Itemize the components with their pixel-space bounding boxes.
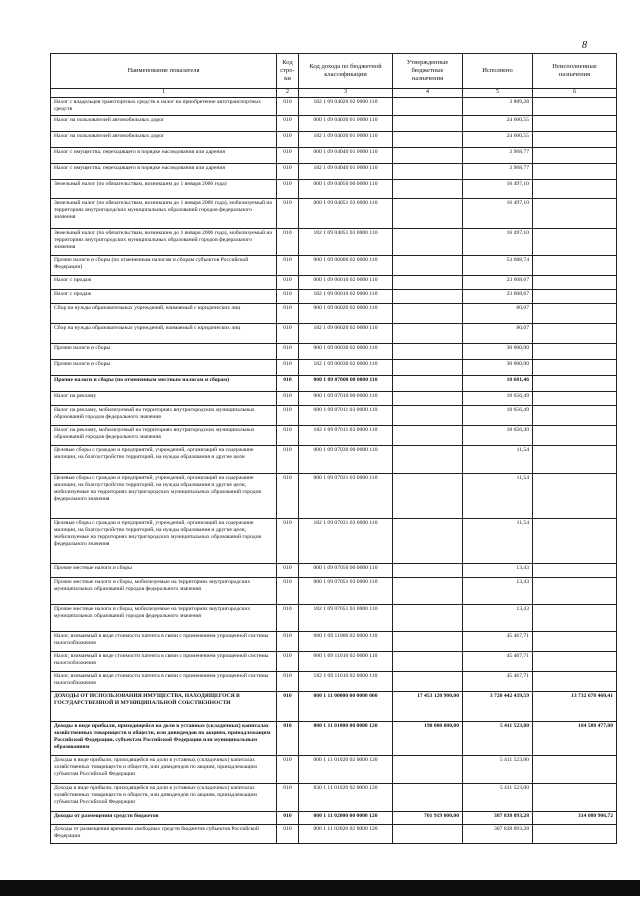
- row-line-code-cell: 010: [277, 474, 299, 519]
- row-income-code-cell: 000 1 11 01000 00 0000 120: [299, 722, 393, 756]
- row-unexecuted-cell: [533, 446, 617, 474]
- row-unexecuted-cell: [533, 324, 617, 344]
- row-income-code-cell: 000 1 09 06030 02 0000 110: [299, 344, 393, 360]
- row-unexecuted-cell: [533, 652, 617, 672]
- row-approved-cell: [393, 578, 463, 605]
- row-unexecuted-cell: [533, 290, 617, 304]
- row-approved-cell: [393, 632, 463, 652]
- row-approved-cell: [393, 229, 463, 256]
- row-approved-cell: [393, 426, 463, 446]
- page-number: 8: [582, 40, 587, 51]
- row-unexecuted-cell: [533, 132, 617, 148]
- row-line-code-cell: 010: [277, 180, 299, 199]
- row-line-code-cell: 010: [277, 116, 299, 132]
- row-executed-cell: 13,43: [463, 564, 533, 578]
- row-line-code-cell: 010: [277, 578, 299, 605]
- row-income-code-cell: 000 1 11 02020 02 0000 120: [299, 825, 393, 844]
- row-unexecuted-cell: 184 588 477,00: [533, 722, 617, 756]
- table-row: [51, 652, 617, 672]
- row-unexecuted-cell: [533, 344, 617, 360]
- row-unexecuted-cell: [533, 672, 617, 692]
- row-income-code-cell: 000 1 09 06010 02 0000 110: [299, 276, 393, 290]
- col-number: 2: [277, 89, 299, 98]
- row-name-cell: Прочие налоги и сборы (по отмененным налогам и сборам субъектов Российской Федерации): [51, 256, 277, 276]
- row-unexecuted-cell: [533, 578, 617, 605]
- table-row: [51, 672, 617, 692]
- table-row: [51, 825, 617, 844]
- row-approved-cell: [393, 825, 463, 844]
- table-row: [51, 256, 617, 276]
- row-unexecuted-cell: [533, 392, 617, 406]
- row-line-code-cell: 010: [277, 564, 299, 578]
- row-name-cell: Земельный налог (по обязательствам, возникшим до 1 января 2006 года), мобилизуемый на территориях внутригородских муниципальных образований городов федерального значения: [51, 229, 277, 256]
- col-number: 3: [299, 89, 393, 98]
- row-line-code-cell: 010: [277, 304, 299, 324]
- row-line-code-cell: 010: [277, 672, 299, 692]
- row-name-cell: Налог с имущества, переходящего в порядке наследования или дарения: [51, 148, 277, 164]
- row-approved-cell: [393, 605, 463, 632]
- row-executed-cell: 5 411 523,00: [463, 784, 533, 812]
- row-executed-cell: 16 497,10: [463, 180, 533, 199]
- col-number: 6: [533, 89, 617, 98]
- row-income-code-cell: 000 1 09 11010 02 0000 110: [299, 652, 393, 672]
- row-unexecuted-cell: [533, 360, 617, 376]
- row-executed-cell: 11,54: [463, 474, 533, 519]
- row-executed-cell: 13,43: [463, 605, 533, 632]
- row-income-code-cell: 182 1 09 04030 01 0000 110: [299, 132, 393, 148]
- row-income-code-cell: 182 1 09 04020 02 0000 110: [299, 98, 393, 116]
- table-row: [51, 519, 617, 564]
- row-name-cell: Сбор на нужды образовательных учреждений, взимаемый с юридических лиц: [51, 304, 277, 324]
- row-unexecuted-cell: [533, 116, 617, 132]
- row-unexecuted-cell: [533, 519, 617, 564]
- row-approved-cell: [393, 116, 463, 132]
- row-line-code-cell: 010: [277, 756, 299, 784]
- row-income-code-cell: 182 1 09 11010 02 0000 110: [299, 672, 393, 692]
- row-approved-cell: [393, 290, 463, 304]
- header-income-code: Код дохода по бюджетной классификации: [299, 54, 393, 89]
- row-name-cell: Налог с владельцев транспортных средств и налог на приобретение автотранспортных средств: [51, 98, 277, 116]
- header-line-code: Код стро-ки: [277, 54, 299, 89]
- row-approved-cell: [393, 180, 463, 199]
- row-income-code-cell: 182 1 09 07051 03 0000 110: [299, 605, 393, 632]
- row-name-cell: Прочие налоги и сборы: [51, 360, 277, 376]
- row-executed-cell: 11,54: [463, 519, 533, 564]
- row-executed-cell: 30 000,00: [463, 360, 533, 376]
- row-income-code-cell: 000 1 09 11000 02 0000 110: [299, 632, 393, 652]
- row-income-code-cell: 000 1 09 07010 00 0000 110: [299, 392, 393, 406]
- row-executed-cell: 3 889,28: [463, 98, 533, 116]
- row-line-code-cell: 010: [277, 229, 299, 256]
- row-line-code-cell: 010: [277, 605, 299, 632]
- row-line-code-cell: 010: [277, 164, 299, 180]
- row-approved-cell: 701 919 000,00: [393, 812, 463, 825]
- row-name-cell: Целевые сборы с граждан и предприятий, учреждений, организаций на содержание милиции, на благоустройство территорий, на нужды образования и другие цели: [51, 446, 277, 474]
- header-unexecuted: Неисполненные назначения: [533, 54, 617, 89]
- row-income-code-cell: 000 1 11 01020 02 0000 120: [299, 756, 393, 784]
- row-name-cell: Налог на рекламу, мобилизуемый на территориях внутригородских муниципальных образований городов федерального значения: [51, 426, 277, 446]
- row-unexecuted-cell: [533, 605, 617, 632]
- row-approved-cell: [393, 132, 463, 148]
- row-executed-cell: 387 838 093,28: [463, 825, 533, 844]
- row-name-cell: Доходы от размещения временно свободных средств бюджетов субъектов Российской Федерации: [51, 825, 277, 844]
- row-unexecuted-cell: [533, 406, 617, 426]
- table-row: [51, 180, 617, 199]
- row-line-code-cell: 010: [277, 426, 299, 446]
- row-line-code-cell: 010: [277, 276, 299, 290]
- row-executed-cell: 53 688,74: [463, 256, 533, 276]
- row-name-cell: Сбор на нужды образовательных учреждений, взимаемый с юридических лиц: [51, 324, 277, 344]
- row-approved-cell: 17 453 120 900,00: [393, 692, 463, 722]
- row-unexecuted-cell: [533, 825, 617, 844]
- row-income-code-cell: 182 1 09 07031 03 0000 110: [299, 519, 393, 564]
- row-income-code-cell: 000 1 09 07031 03 0000 110: [299, 474, 393, 519]
- row-unexecuted-cell: 13 732 678 460,41: [533, 692, 617, 722]
- row-approved-cell: [393, 344, 463, 360]
- row-unexecuted-cell: [533, 474, 617, 519]
- table-row: [51, 605, 617, 632]
- row-executed-cell: 24 600,55: [463, 116, 533, 132]
- table-row: [51, 98, 617, 116]
- row-approved-cell: [393, 392, 463, 406]
- row-name-cell: Целевые сборы с граждан и предприятий, учреждений, организаций на содержание милиции, на благоустройство территорий, на нужды образования и другие цели, мобилизуемые на территориях внутригородских муниципальных образований городов федерального значения: [51, 474, 277, 519]
- row-approved-cell: [393, 324, 463, 344]
- row-approved-cell: [393, 304, 463, 324]
- row-name-cell: Налог на пользователей автомобильных дорог: [51, 132, 277, 148]
- row-approved-cell: [393, 164, 463, 180]
- table-row: [51, 324, 617, 344]
- row-approved-cell: [393, 406, 463, 426]
- row-approved-cell: [393, 98, 463, 116]
- row-line-code-cell: 010: [277, 148, 299, 164]
- table-body: [51, 98, 617, 844]
- row-executed-cell: 23 608,67: [463, 276, 533, 290]
- row-executed-cell: 11,54: [463, 446, 533, 474]
- row-line-code-cell: 010: [277, 722, 299, 756]
- row-line-code-cell: 010: [277, 446, 299, 474]
- table-row: [51, 132, 617, 148]
- row-executed-cell: 16 497,10: [463, 229, 533, 256]
- row-line-code-cell: 010: [277, 199, 299, 229]
- row-name-cell: Налог с продаж: [51, 290, 277, 304]
- row-income-code-cell: 182 1 09 04051 03 0000 110: [299, 229, 393, 256]
- row-income-code-cell: 000 1 09 04050 00 0000 110: [299, 180, 393, 199]
- row-unexecuted-cell: [533, 784, 617, 812]
- scan-edge-bar: [0, 880, 640, 896]
- row-name-cell: ДОХОДЫ ОТ ИСПОЛЬЗОВАНИЯ ИМУЩЕСТВА, НАХОДЯЩЕГОСЯ В ГОСУДАРСТВЕННОЙ И МУНИЦИПАЛЬНОЙ СОБСТВЕННОСТИ: [51, 692, 277, 722]
- table-row: [51, 426, 617, 446]
- row-line-code-cell: 010: [277, 360, 299, 376]
- row-income-code-cell: 000 1 09 07030 00 0000 110: [299, 446, 393, 474]
- row-name-cell: Доходы в виде прибыли, приходящейся на доли в уставных (складочных) капиталах хозяйственных товариществ и обществ, или дивидендов по акциям, принадлежащим субъектам Российской Федерации: [51, 756, 277, 784]
- row-income-code-cell: 830 1 11 01020 02 0000 120: [299, 784, 393, 812]
- table-row: [51, 406, 617, 426]
- row-executed-cell: 3 968,77: [463, 148, 533, 164]
- row-income-code-cell: 000 1 09 06020 02 0000 110: [299, 304, 393, 324]
- row-line-code-cell: 010: [277, 98, 299, 116]
- table-row: [51, 344, 617, 360]
- row-name-cell: Прочие налоги и сборы (по отмененным местным налогам и сборам): [51, 376, 277, 392]
- row-line-code-cell: 010: [277, 692, 299, 722]
- row-unexecuted-cell: [533, 276, 617, 290]
- row-income-code-cell: 182 1 09 06020 02 0000 110: [299, 324, 393, 344]
- table-row: [51, 446, 617, 474]
- header-approved: Утвержденные бюджетные назначения: [393, 54, 463, 89]
- row-income-code-cell: 000 1 09 07051 03 0000 110: [299, 578, 393, 605]
- row-approved-cell: [393, 376, 463, 392]
- table-row: [51, 784, 617, 812]
- row-line-code-cell: 010: [277, 290, 299, 304]
- row-unexecuted-cell: [533, 426, 617, 446]
- row-unexecuted-cell: [533, 304, 617, 324]
- header-row: [51, 54, 617, 89]
- row-income-code-cell: 000 1 09 07050 00 0000 110: [299, 564, 393, 578]
- row-executed-cell: 16 497,10: [463, 199, 533, 229]
- row-line-code-cell: 010: [277, 784, 299, 812]
- row-name-cell: Прочие местные налоги и сборы, мобилизуемые на территориях внутригородских муниципальных образований городов федерального значения: [51, 605, 277, 632]
- row-name-cell: Налог с имущества, переходящего в порядке наследования или дарения: [51, 164, 277, 180]
- table-row: [51, 304, 617, 324]
- row-executed-cell: 18 656,49: [463, 406, 533, 426]
- col-number: 5: [463, 89, 533, 98]
- row-line-code-cell: 010: [277, 632, 299, 652]
- row-income-code-cell: 000 1 09 07000 00 0000 110: [299, 376, 393, 392]
- column-numbers-row: [51, 89, 617, 98]
- row-executed-cell: 18 681,46: [463, 376, 533, 392]
- row-approved-cell: [393, 652, 463, 672]
- row-name-cell: Налог на рекламу, мобилизуемый на территориях внутригородских муниципальных образований городов федерального значения: [51, 406, 277, 426]
- row-name-cell: Доходы от размещения средств бюджетов: [51, 812, 277, 825]
- row-income-code-cell: 000 1 09 04030 01 0000 110: [299, 116, 393, 132]
- row-approved-cell: 190 000 000,00: [393, 722, 463, 756]
- row-unexecuted-cell: [533, 180, 617, 199]
- row-executed-cell: 24 600,55: [463, 132, 533, 148]
- row-unexecuted-cell: [533, 376, 617, 392]
- table-row: [51, 376, 617, 392]
- row-name-cell: Налог с продаж: [51, 276, 277, 290]
- row-approved-cell: [393, 199, 463, 229]
- row-approved-cell: [393, 564, 463, 578]
- row-income-code-cell: 000 1 11 02000 00 0000 120: [299, 812, 393, 825]
- row-name-cell: Налог на пользователей автомобильных дорог: [51, 116, 277, 132]
- row-line-code-cell: 010: [277, 392, 299, 406]
- row-executed-cell: 80,07: [463, 304, 533, 324]
- row-executed-cell: 3 720 442 439,59: [463, 692, 533, 722]
- row-executed-cell: 13,43: [463, 578, 533, 605]
- row-executed-cell: 5 411 523,00: [463, 722, 533, 756]
- row-unexecuted-cell: [533, 229, 617, 256]
- table-row: [51, 164, 617, 180]
- row-line-code-cell: 010: [277, 406, 299, 426]
- row-line-code-cell: 010: [277, 376, 299, 392]
- row-executed-cell: 80,07: [463, 324, 533, 344]
- table-row: [51, 392, 617, 406]
- table-row: [51, 229, 617, 256]
- row-unexecuted-cell: [533, 164, 617, 180]
- row-income-code-cell: 000 1 09 04051 03 0000 110: [299, 199, 393, 229]
- row-executed-cell: 45 467,71: [463, 652, 533, 672]
- table-row: [51, 199, 617, 229]
- table-row: [51, 812, 617, 825]
- row-income-code-cell: 182 1 09 06030 02 0000 110: [299, 360, 393, 376]
- row-executed-cell: 45 467,71: [463, 672, 533, 692]
- table-row: [51, 276, 617, 290]
- table-row: [51, 116, 617, 132]
- row-executed-cell: 3 968,77: [463, 164, 533, 180]
- row-line-code-cell: 010: [277, 825, 299, 844]
- row-unexecuted-cell: [533, 199, 617, 229]
- row-approved-cell: [393, 360, 463, 376]
- row-approved-cell: [393, 148, 463, 164]
- row-unexecuted-cell: 314 080 906,72: [533, 812, 617, 825]
- col-number: 4: [393, 89, 463, 98]
- row-name-cell: Целевые сборы с граждан и предприятий, учреждений, организаций на содержание милиции, на благоустройство территорий, на нужды образования и другие цели, мобилизуемые на территориях внутригородских муниципальных образований городов федерального значения: [51, 519, 277, 564]
- row-executed-cell: 18 656,49: [463, 392, 533, 406]
- row-executed-cell: 5 411 523,00: [463, 756, 533, 784]
- row-name-cell: Земельный налог (по обязательствам, возникшим до 1 января 2006 года), мобилизуемый на территориях внутригородских муниципальных образований городов федерального значения: [51, 199, 277, 229]
- row-approved-cell: [393, 276, 463, 290]
- row-name-cell: Налог, взимаемый в виде стоимости патента в связи с применением упрощенной системы налогообложения: [51, 672, 277, 692]
- row-income-code-cell: 000 1 09 04040 01 0000 110: [299, 148, 393, 164]
- table-row: [51, 360, 617, 376]
- table-row: [51, 756, 617, 784]
- row-name-cell: Прочие местные налоги и сборы, мобилизуемые на территориях внутригородских муниципальных образований городов федерального значения: [51, 578, 277, 605]
- row-approved-cell: [393, 519, 463, 564]
- row-executed-cell: 30 000,00: [463, 344, 533, 360]
- row-approved-cell: [393, 256, 463, 276]
- header-executed: Исполнено: [463, 54, 533, 89]
- row-executed-cell: 45 467,71: [463, 632, 533, 652]
- row-income-code-cell: 000 1 09 07011 03 0000 110: [299, 406, 393, 426]
- table-row: [51, 564, 617, 578]
- row-name-cell: Прочие местные налоги и сборы: [51, 564, 277, 578]
- row-approved-cell: [393, 446, 463, 474]
- table-row: [51, 692, 617, 722]
- row-line-code-cell: 010: [277, 519, 299, 564]
- row-unexecuted-cell: [533, 98, 617, 116]
- row-unexecuted-cell: [533, 632, 617, 652]
- table-row: [51, 578, 617, 605]
- row-unexecuted-cell: [533, 756, 617, 784]
- row-name-cell: Прочие налоги и сборы: [51, 344, 277, 360]
- row-approved-cell: [393, 672, 463, 692]
- row-executed-cell: 23 608,67: [463, 290, 533, 304]
- row-executed-cell: 18 656,49: [463, 426, 533, 446]
- row-income-code-cell: 182 1 09 04040 01 0000 110: [299, 164, 393, 180]
- row-name-cell: Налог, взимаемый в виде стоимости патента в связи с применением упрощенной системы налогообложения: [51, 632, 277, 652]
- row-unexecuted-cell: [533, 564, 617, 578]
- table-row: [51, 722, 617, 756]
- row-line-code-cell: 010: [277, 256, 299, 276]
- row-unexecuted-cell: [533, 256, 617, 276]
- row-approved-cell: [393, 756, 463, 784]
- row-line-code-cell: 010: [277, 652, 299, 672]
- table-row: [51, 474, 617, 519]
- row-name-cell: Земельный налог (по обязательствам, возникшим до 1 января 2006 года): [51, 180, 277, 199]
- row-approved-cell: [393, 784, 463, 812]
- row-line-code-cell: 010: [277, 344, 299, 360]
- row-income-code-cell: 182 1 09 06010 02 0000 110: [299, 290, 393, 304]
- row-income-code-cell: 000 1 09 06000 02 0000 110: [299, 256, 393, 276]
- table-row: [51, 632, 617, 652]
- row-name-cell: Доходы в виде прибыли, приходящейся на доли в уставных (складочных) капиталах хозяйственных товариществ и обществ, или дивидендов по акциям, принадлежащим субъектам Российской Федерации: [51, 784, 277, 812]
- row-executed-cell: 387 838 093,28: [463, 812, 533, 825]
- row-name-cell: Налог на рекламу: [51, 392, 277, 406]
- row-name-cell: Налог, взимаемый в виде стоимости патента в связи с применением упрощенной системы налогообложения: [51, 652, 277, 672]
- table-row: [51, 148, 617, 164]
- row-approved-cell: [393, 474, 463, 519]
- header-name: Наименование показателя: [51, 54, 277, 89]
- table-row: [51, 290, 617, 304]
- col-number: 1: [51, 89, 277, 98]
- row-line-code-cell: 010: [277, 812, 299, 825]
- row-name-cell: Доходы в виде прибыли, приходящейся на доли в уставных (складочных) капиталах хозяйственных товариществ и обществ, или дивидендов по акциям, принадлежащим Российской Федерации, субъектам Российской Федерации или муниципальным образованиям: [51, 722, 277, 756]
- row-unexecuted-cell: [533, 148, 617, 164]
- row-line-code-cell: 010: [277, 324, 299, 344]
- budget-report-table: [50, 53, 617, 844]
- row-income-code-cell: 182 1 09 07011 03 0000 110: [299, 426, 393, 446]
- row-income-code-cell: 000 1 11 00000 00 0000 000: [299, 692, 393, 722]
- row-line-code-cell: 010: [277, 132, 299, 148]
